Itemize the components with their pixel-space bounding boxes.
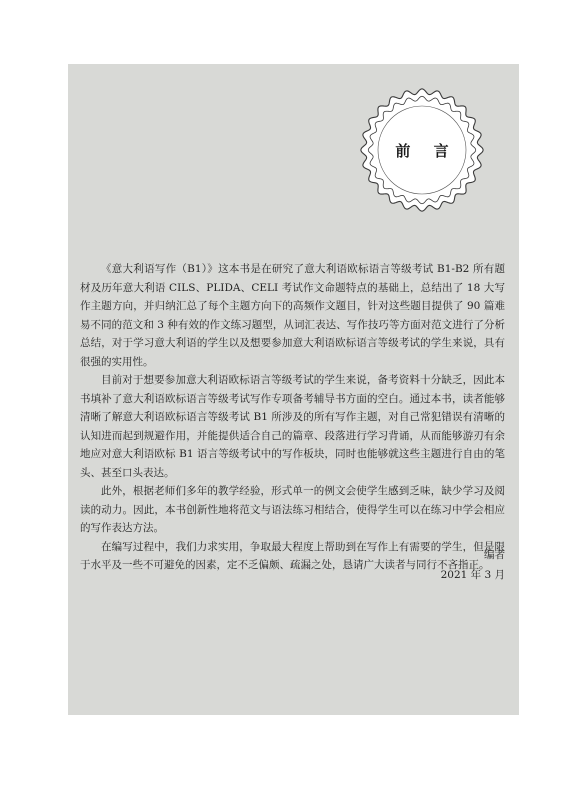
paragraph-4: 在编写过程中，我们力求实用，争取最大程度上帮助到在写作上有需要的学生，但是限于水平及一些不可避免的因素，定不乏偏颇、疏漏之处，恳请广大读者与同行不吝指正。 — [80, 540, 505, 571]
paragraph-3: 此外，根据老师们多年的教学经验，形式单一的例文会使学生感到乏味，缺少学习及阅读的动力。因此，本书创新性地将范文与语法练习相结合，使得学生可以在练习中学会相应的写作表达方法。 — [80, 485, 505, 534]
paragraph-2: 目前对于想要参加意大利语欧标语言等级考试的学生来说，备考资料十分缺乏，因此本书填补了意大利语欧标语言等级考试写作专项备考辅导书方面的空白。通过本书，读者能够清晰了解意大利语欧标语言等级考试 B1 所涉及的所有写作主题，对自己常犯错误有清晰的认知进而起到规避作用，并能提供适合自己的篇章、段落进行学习背诵，从而能够游刃有余地应对意大利语欧标 B1 语言等级考试中的写作板块，同时也能够就这些主题进行自由的笔头、甚至口头表达。 — [80, 374, 505, 479]
page-title: 前 言 — [395, 141, 458, 160]
preface-body — [80, 260, 505, 575]
signature-date: 2021 年 3 月 — [440, 569, 505, 581]
author-signature: 编者 — [484, 549, 505, 561]
paragraph-1: 《意大利语写作（B1）》这本书是在研究了意大利语欧标语言等级考试 B1-B2 所有题材及历年意大利语 CILS、PLIDA、CELI 考试作文命题特点的基础上，总结出了 18 大写作主题方向，并归纳汇总了每个主题方向下的高频作文题目，针对这些题目提供了 90 篇难易不同的范文和 3 种有效的作文练习题型，从词汇表达、写作技巧等方面对范文进行了分析总结，对于学习意大利语的学生以及想要参加意大利语欧标语言等级考试的学生来说，具有很强的实用性。 — [80, 263, 505, 368]
